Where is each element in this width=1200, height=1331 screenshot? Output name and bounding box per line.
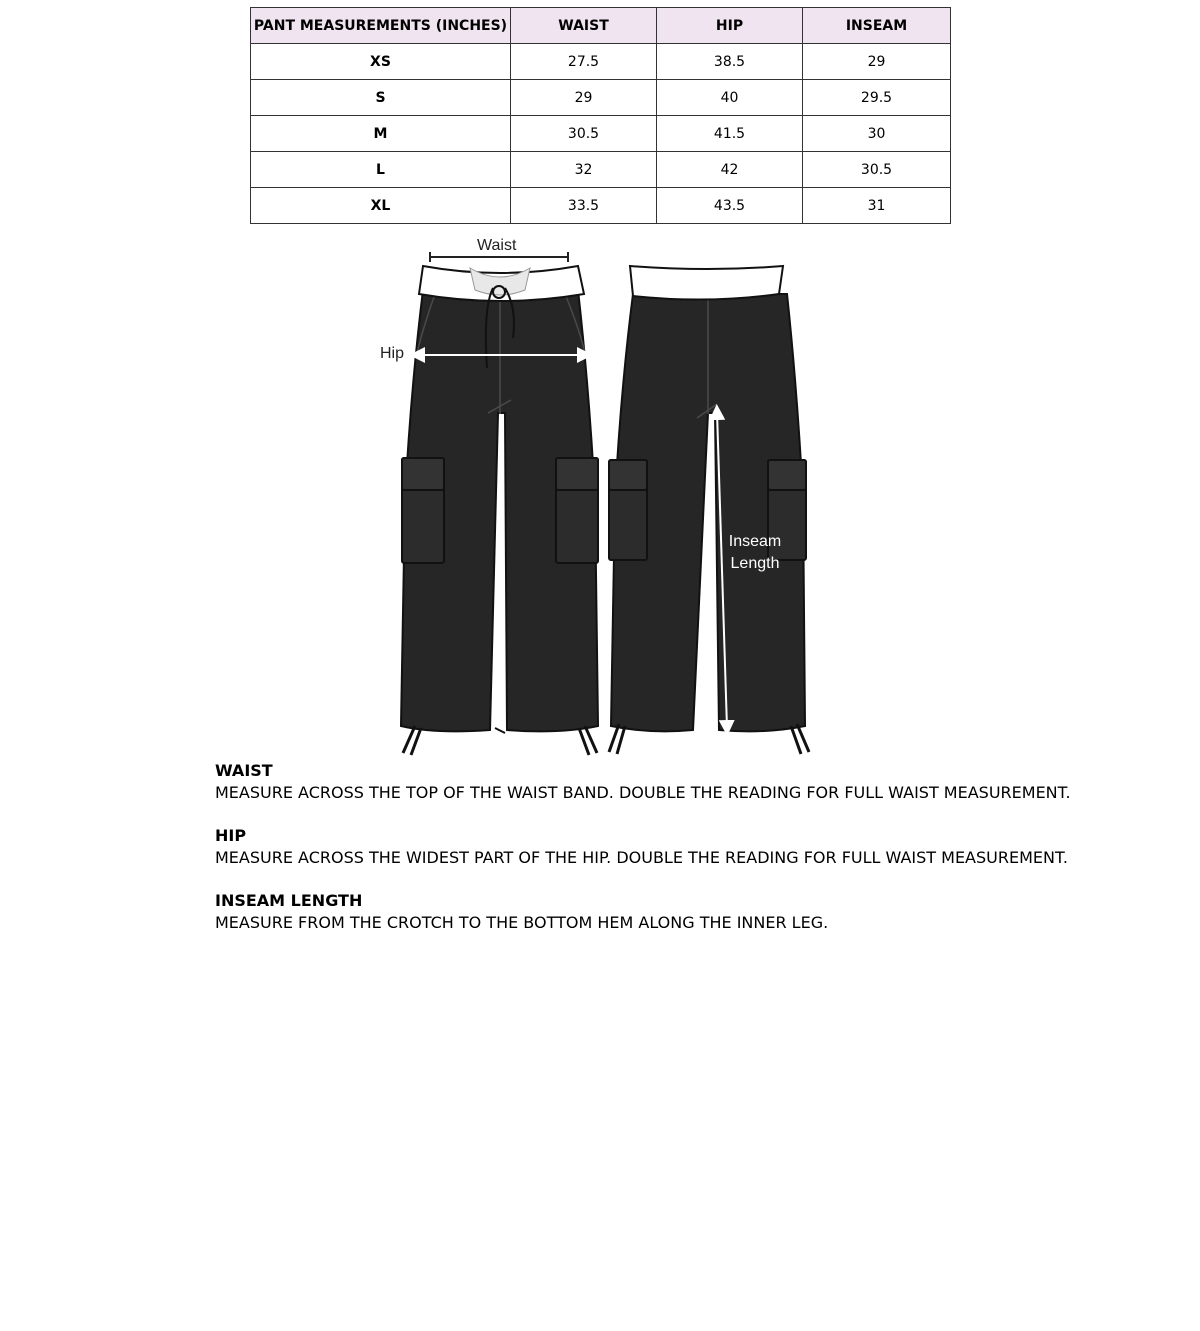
size-label: M — [251, 116, 511, 152]
front-pants — [401, 266, 598, 755]
inseam-label-line1: Inseam — [728, 533, 782, 550]
table-row — [251, 152, 951, 188]
pants-measurement-diagram — [375, 228, 825, 758]
inseam-value: 29.5 — [803, 80, 951, 116]
hip-instruction — [215, 825, 1175, 869]
waist-value: 27.5 — [511, 44, 657, 80]
waist-value: 33.5 — [511, 188, 657, 224]
table-row — [251, 188, 951, 224]
instruction-heading: INSEAM LENGTH — [215, 891, 363, 910]
hip-diagram-label: Hip — [380, 345, 405, 362]
hip-value: 43.5 — [657, 188, 803, 224]
inseam-value: 31 — [803, 188, 951, 224]
table-row — [251, 44, 951, 80]
table-row — [251, 116, 951, 152]
hip-value: 38.5 — [657, 44, 803, 80]
waist-value: 30.5 — [511, 116, 657, 152]
measurement-instructions — [215, 760, 1175, 955]
hip-value: 42 — [657, 152, 803, 188]
instruction-text: MEASURE ACROSS THE TOP OF THE WAIST BAND. DOUBLE THE READING FOR FULL WAIST MEASUREMENT. — [215, 783, 1071, 802]
instruction-text: MEASURE ACROSS THE WIDEST PART OF THE HIP. DOUBLE THE READING FOR FULL WAIST MEASUREMENT. — [215, 848, 1068, 867]
instruction-heading: WAIST — [215, 761, 273, 780]
inseam-value: 30.5 — [803, 152, 951, 188]
waist-value: 32 — [511, 152, 657, 188]
size-chart-table — [250, 7, 951, 224]
waist-value: 29 — [511, 80, 657, 116]
waist-instruction — [215, 760, 1175, 804]
header-pant-measurements: PANT MEASUREMENTS (INCHES) — [251, 8, 511, 44]
hip-value: 40 — [657, 80, 803, 116]
table-row — [251, 80, 951, 116]
inseam-instruction — [215, 890, 1175, 934]
inseam-label-line2: Length — [730, 555, 780, 572]
inseam-value: 30 — [803, 116, 951, 152]
instruction-text: MEASURE FROM THE CROTCH TO THE BOTTOM HEM ALONG THE INNER LEG. — [215, 913, 829, 932]
size-label: XL — [251, 188, 511, 224]
header-inseam: INSEAM — [803, 8, 951, 44]
hip-value: 41.5 — [657, 116, 803, 152]
back-pants — [609, 266, 809, 754]
instruction-heading: HIP — [215, 826, 247, 845]
size-label: L — [251, 152, 511, 188]
header-hip: HIP — [657, 8, 803, 44]
size-label: S — [251, 80, 511, 116]
inseam-value: 29 — [803, 44, 951, 80]
header-waist: WAIST — [511, 8, 657, 44]
table-header-row — [251, 8, 951, 44]
pants-illustration — [375, 228, 825, 758]
size-label: XS — [251, 44, 511, 80]
waist-diagram-label: Waist — [477, 237, 517, 254]
inseam-diagram-label — [725, 531, 785, 575]
